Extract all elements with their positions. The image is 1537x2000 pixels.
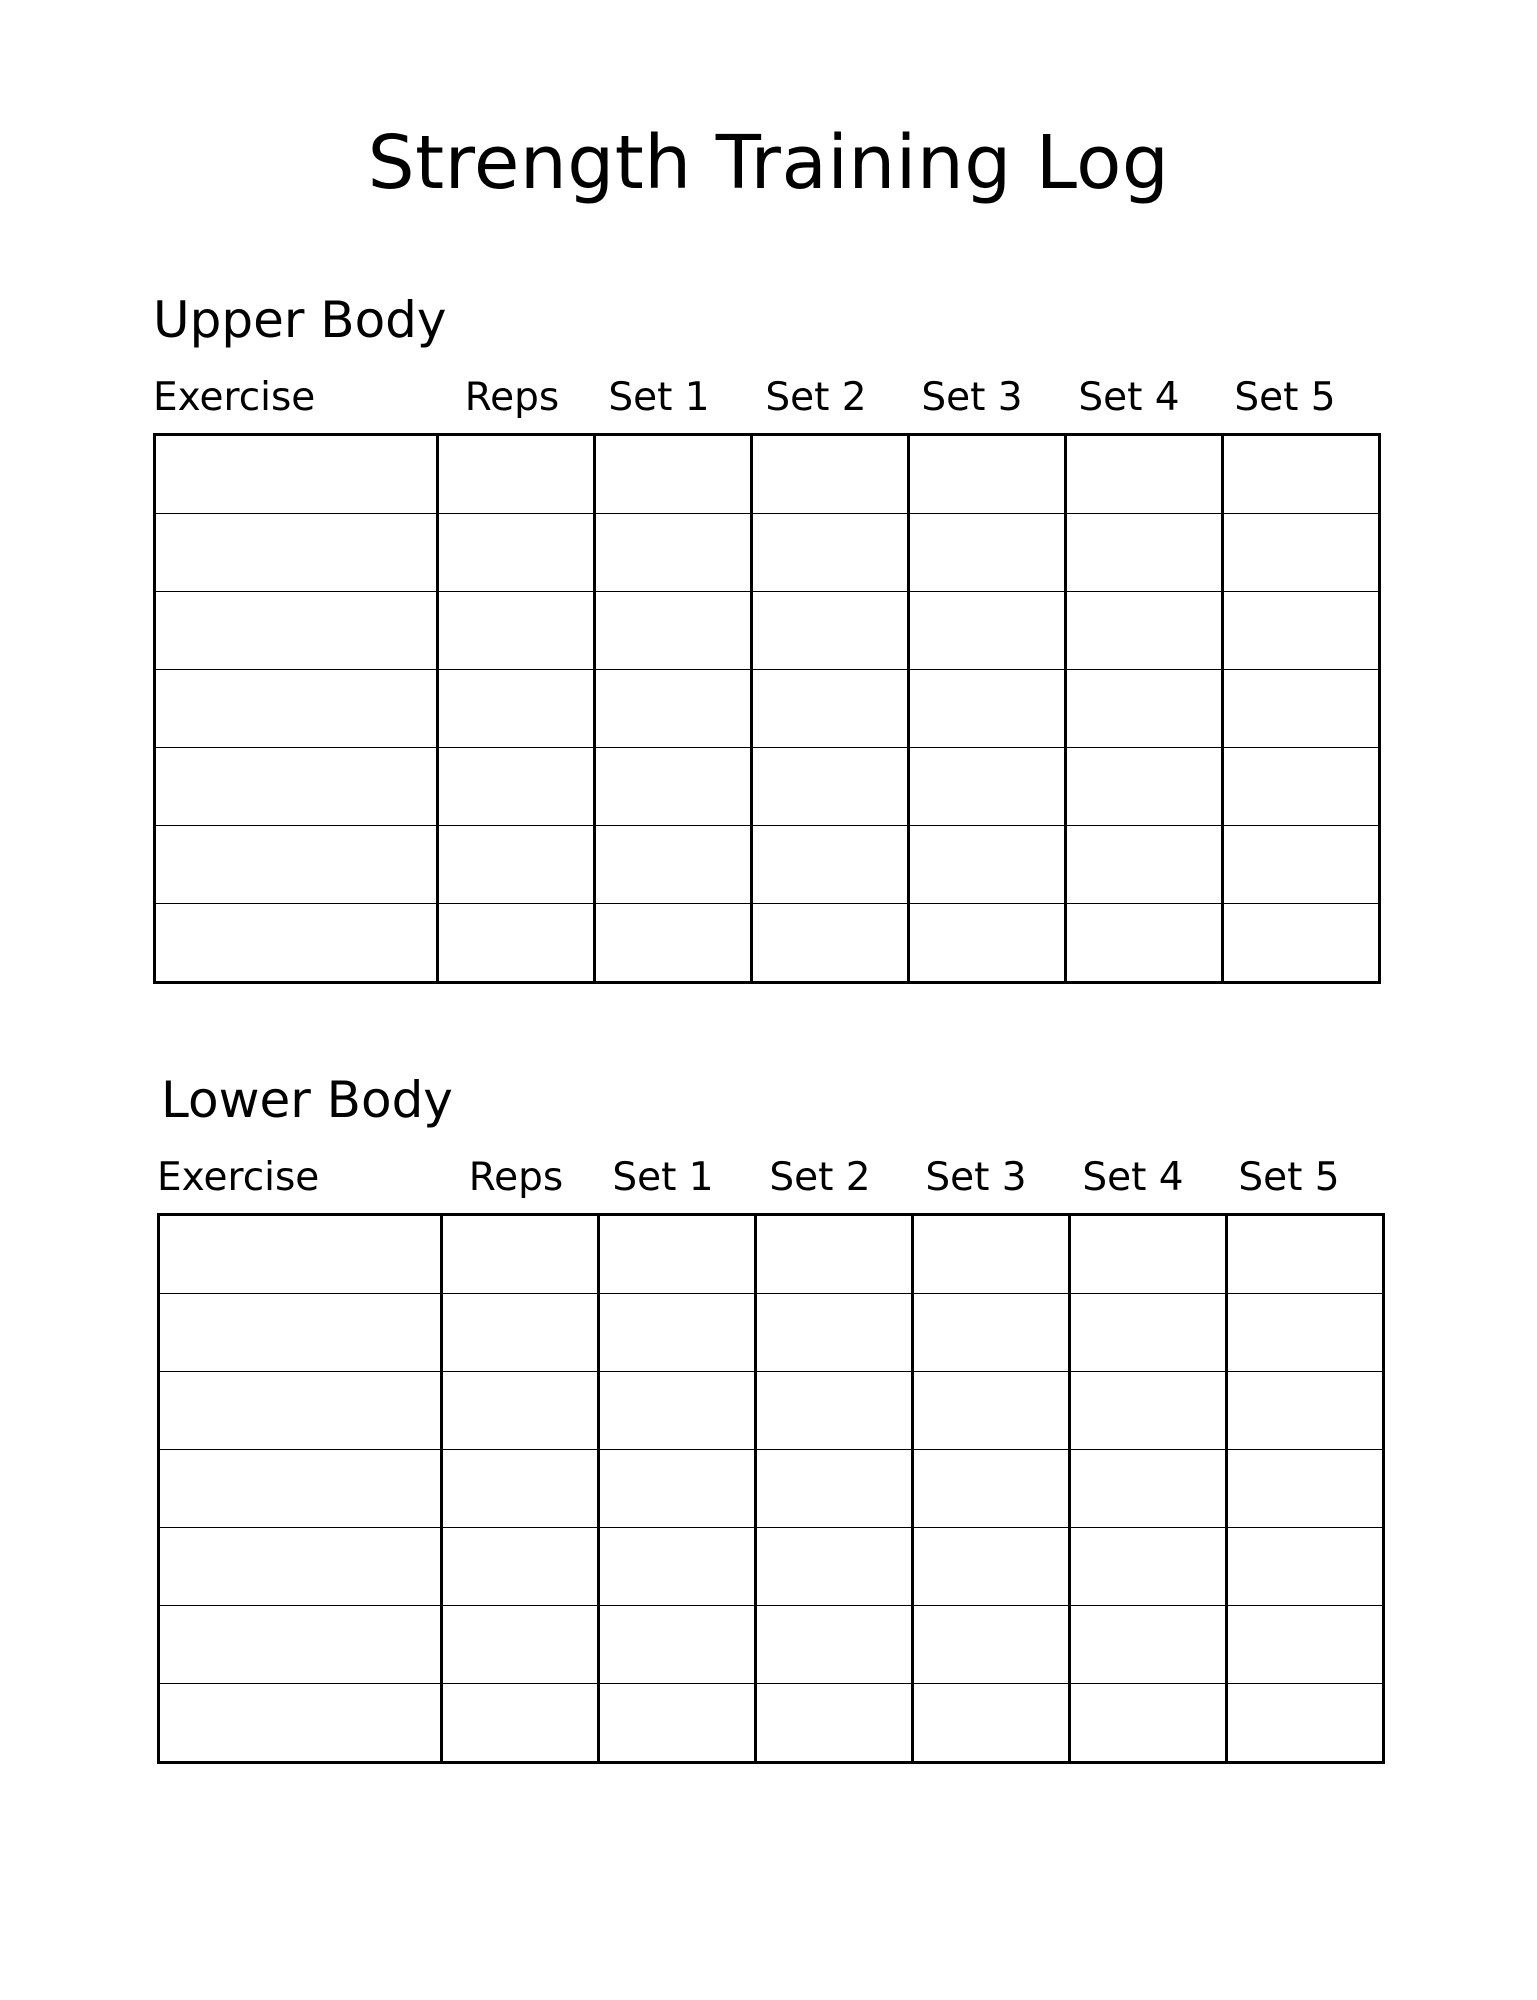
blank-cell	[1066, 514, 1223, 592]
blank-cell	[599, 1528, 756, 1606]
blank-cell	[159, 1215, 442, 1294]
blank-cell	[1070, 1215, 1227, 1294]
blank-cell	[595, 670, 752, 748]
blank-cell	[599, 1606, 756, 1684]
blank-cell	[1227, 1372, 1384, 1450]
blank-cell	[752, 904, 909, 983]
blank-cell	[442, 1294, 599, 1372]
blank-cell	[159, 1606, 442, 1684]
table-row	[155, 670, 1380, 748]
blank-cell	[442, 1684, 599, 1763]
blank-cell	[913, 1215, 1070, 1294]
blank-cell	[1227, 1528, 1384, 1606]
blank-cell	[438, 670, 595, 748]
table-row	[155, 826, 1380, 904]
blank-cell	[1223, 826, 1380, 904]
blank-cell	[1227, 1606, 1384, 1684]
column-header-set-5: Set 5	[1238, 1155, 1340, 1200]
blank-cell	[155, 826, 438, 904]
table-row	[159, 1450, 1384, 1528]
blank-cell	[438, 904, 595, 983]
upper-body-log-table	[153, 433, 1381, 984]
blank-cell	[752, 592, 909, 670]
blank-cell	[913, 1450, 1070, 1528]
blank-cell	[752, 748, 909, 826]
blank-cell	[155, 670, 438, 748]
blank-cell	[599, 1294, 756, 1372]
blank-cell	[442, 1528, 599, 1606]
blank-cell	[599, 1215, 756, 1294]
blank-cell	[1066, 748, 1223, 826]
blank-cell	[756, 1528, 913, 1606]
table-row	[155, 592, 1380, 670]
blank-cell	[599, 1684, 756, 1763]
section-heading-upper-body: Upper Body	[153, 291, 447, 349]
blank-cell	[155, 514, 438, 592]
blank-cell	[1070, 1684, 1227, 1763]
table-row	[159, 1294, 1384, 1372]
table-row	[159, 1606, 1384, 1684]
blank-cell	[438, 514, 595, 592]
blank-cell	[159, 1450, 442, 1528]
blank-cell	[1223, 748, 1380, 826]
table-row	[159, 1528, 1384, 1606]
column-header-set-2: Set 2	[765, 375, 867, 420]
blank-cell	[1066, 826, 1223, 904]
blank-cell	[1223, 435, 1380, 514]
blank-cell	[599, 1450, 756, 1528]
table-row	[155, 748, 1380, 826]
blank-cell	[595, 514, 752, 592]
section-heading-lower-body: Lower Body	[161, 1071, 453, 1129]
blank-cell	[155, 592, 438, 670]
blank-cell	[1066, 670, 1223, 748]
blank-cell	[756, 1684, 913, 1763]
table-row	[155, 904, 1380, 983]
blank-cell	[913, 1372, 1070, 1450]
blank-cell	[442, 1450, 599, 1528]
table-row	[159, 1684, 1384, 1763]
blank-cell	[159, 1294, 442, 1372]
blank-cell	[155, 435, 438, 514]
blank-cell	[599, 1372, 756, 1450]
blank-cell	[913, 1528, 1070, 1606]
blank-cell	[756, 1294, 913, 1372]
blank-cell	[1066, 592, 1223, 670]
blank-cell	[909, 748, 1066, 826]
blank-cell	[752, 435, 909, 514]
blank-cell	[1070, 1528, 1227, 1606]
column-header-reps: Reps	[468, 1155, 564, 1200]
column-headers	[153, 373, 1379, 423]
blank-cell	[595, 826, 752, 904]
blank-cell	[909, 514, 1066, 592]
column-header-set-2: Set 2	[769, 1155, 871, 1200]
column-header-reps: Reps	[464, 375, 560, 420]
blank-cell	[438, 592, 595, 670]
blank-cell	[155, 748, 438, 826]
blank-cell	[752, 670, 909, 748]
page-title: Strength Training Log	[367, 120, 1170, 206]
blank-cell	[438, 435, 595, 514]
blank-cell	[442, 1215, 599, 1294]
table-row	[155, 435, 1380, 514]
blank-cell	[1227, 1294, 1384, 1372]
blank-cell	[1227, 1215, 1384, 1294]
table-row	[155, 514, 1380, 592]
blank-cell	[1070, 1294, 1227, 1372]
blank-cell	[909, 826, 1066, 904]
blank-cell	[159, 1372, 442, 1450]
blank-cell	[159, 1528, 442, 1606]
table-row	[159, 1372, 1384, 1450]
blank-cell	[909, 435, 1066, 514]
blank-cell	[442, 1372, 599, 1450]
blank-cell	[1223, 514, 1380, 592]
lower-body-log-table	[157, 1213, 1385, 1764]
table-row	[159, 1215, 1384, 1294]
blank-cell	[595, 435, 752, 514]
blank-cell	[438, 748, 595, 826]
blank-cell	[1070, 1450, 1227, 1528]
blank-cell	[913, 1684, 1070, 1763]
blank-cell	[442, 1606, 599, 1684]
blank-cell	[1066, 904, 1223, 983]
blank-cell	[595, 748, 752, 826]
blank-cell	[1066, 435, 1223, 514]
blank-cell	[909, 592, 1066, 670]
blank-cell	[913, 1294, 1070, 1372]
blank-cell	[595, 904, 752, 983]
column-header-set-4: Set 4	[1078, 375, 1180, 420]
column-header-exercise: Exercise	[153, 375, 316, 420]
blank-cell	[752, 514, 909, 592]
blank-cell	[1223, 592, 1380, 670]
blank-cell	[756, 1606, 913, 1684]
blank-cell	[913, 1606, 1070, 1684]
blank-cell	[1223, 904, 1380, 983]
column-headers	[157, 1153, 1383, 1203]
blank-cell	[1227, 1450, 1384, 1528]
blank-cell	[159, 1684, 442, 1763]
blank-cell	[752, 826, 909, 904]
blank-cell	[909, 904, 1066, 983]
blank-cell	[756, 1450, 913, 1528]
blank-cell	[438, 826, 595, 904]
blank-cell	[909, 670, 1066, 748]
blank-cell	[595, 592, 752, 670]
column-header-set-5: Set 5	[1234, 375, 1336, 420]
blank-cell	[756, 1215, 913, 1294]
column-header-set-1: Set 1	[612, 1155, 714, 1200]
blank-cell	[1070, 1606, 1227, 1684]
column-header-exercise: Exercise	[157, 1155, 320, 1200]
blank-cell	[1227, 1684, 1384, 1763]
blank-cell	[155, 904, 438, 983]
column-header-set-3: Set 3	[925, 1155, 1027, 1200]
blank-cell	[1223, 670, 1380, 748]
blank-cell	[756, 1372, 913, 1450]
blank-cell	[1070, 1372, 1227, 1450]
column-header-set-3: Set 3	[921, 375, 1023, 420]
column-header-set-4: Set 4	[1082, 1155, 1184, 1200]
column-header-set-1: Set 1	[608, 375, 710, 420]
